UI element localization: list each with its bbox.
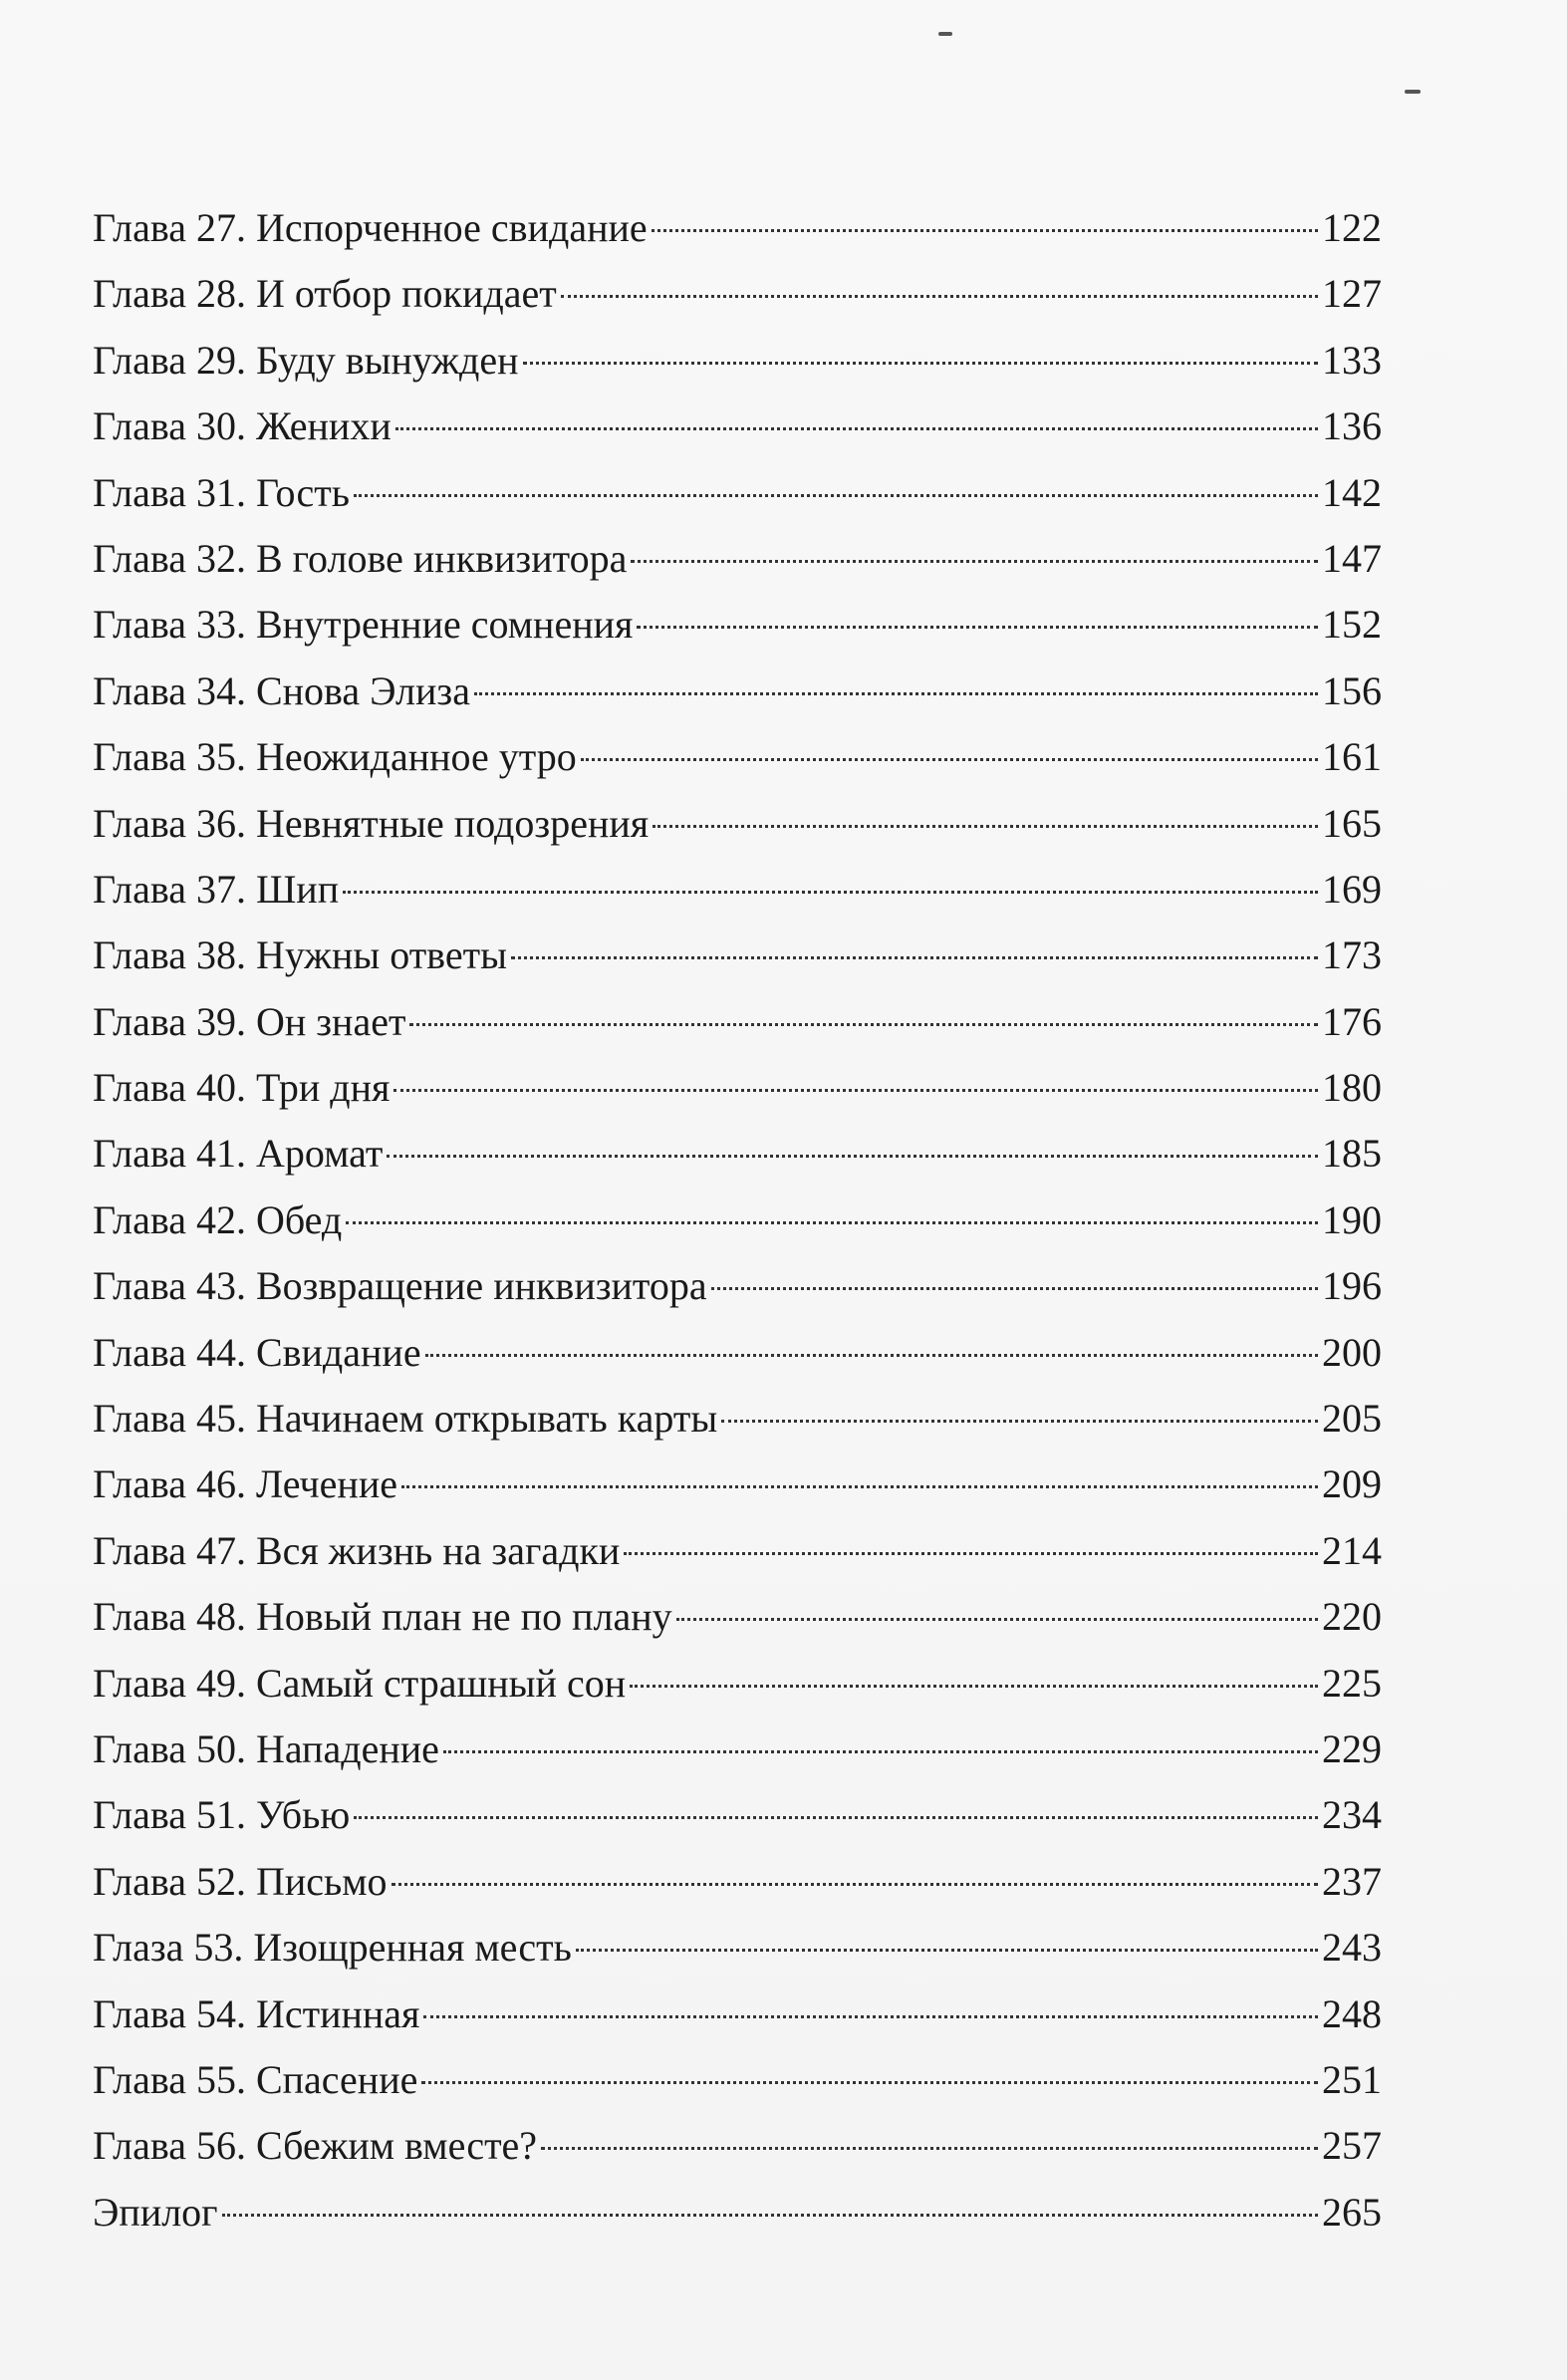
toc-entry <box>93 460 1382 526</box>
toc-entry-page-number: 161 <box>1322 734 1382 780</box>
dot-leader <box>354 1816 1318 1819</box>
ink-speck <box>938 32 952 36</box>
toc-entry <box>93 2180 1382 2246</box>
toc-entry-page-number: 169 <box>1322 866 1382 912</box>
toc-entry-page-number: 173 <box>1322 932 1382 978</box>
dot-leader <box>421 2081 1318 2084</box>
toc-entry-title: Глава 55. Спасение <box>93 2056 418 2102</box>
toc-entry <box>93 989 1382 1055</box>
toc-entry-title: Глава 31. Гость <box>93 469 351 515</box>
toc-entry-title: Глава 43. Возвращение инквизитора <box>93 1263 707 1309</box>
dot-leader <box>631 560 1318 563</box>
toc-entry <box>93 1518 1382 1584</box>
toc-entry-title: Глава 48. Новый план не по плану <box>93 1594 672 1640</box>
toc-entry <box>93 195 1382 261</box>
dot-leader <box>637 626 1318 629</box>
toc-entry-page-number: 248 <box>1322 1990 1382 2036</box>
toc-entry-page-number: 165 <box>1322 800 1382 846</box>
toc-entry <box>93 857 1382 923</box>
dot-leader <box>523 362 1318 365</box>
toc-entry-page-number: 152 <box>1322 602 1382 648</box>
toc-entry-title: Глава 37. Шип <box>93 866 340 912</box>
toc-entry-page-number: 209 <box>1322 1461 1382 1507</box>
toc-entry-page-number: 265 <box>1322 2189 1382 2235</box>
dot-leader <box>354 494 1318 497</box>
toc-entry-page-number: 122 <box>1322 205 1382 250</box>
toc-entry <box>93 328 1382 394</box>
toc-entry-title: Эпилог <box>93 2189 218 2235</box>
dot-leader <box>423 2015 1318 2018</box>
dot-leader <box>343 891 1318 894</box>
toc-entry-page-number: 136 <box>1322 403 1382 449</box>
toc-entry <box>93 1651 1382 1717</box>
dot-leader <box>561 295 1318 298</box>
toc-entry-title: Глава 50. Нападение <box>93 1725 439 1771</box>
toc-entry <box>93 1782 1382 1848</box>
toc-entry-page-number: 185 <box>1322 1131 1382 1177</box>
toc-entry <box>93 2113 1382 2179</box>
toc-entry-page-number: 180 <box>1322 1065 1382 1111</box>
toc-entry-page-number: 196 <box>1322 1263 1382 1309</box>
toc-entry <box>93 1982 1382 2047</box>
dot-leader <box>676 1618 1318 1621</box>
ink-speck <box>1405 90 1421 94</box>
toc-entry <box>93 2047 1382 2113</box>
toc-entry <box>93 791 1382 857</box>
toc-entry <box>93 526 1382 592</box>
toc-entry-title: Глава 46. Лечение <box>93 1461 397 1507</box>
toc-entry-title: Глава 30. Женихи <box>93 403 392 449</box>
toc-entry-title: Глава 27. Испорченное свидание <box>93 205 648 250</box>
toc-entry-page-number: 243 <box>1322 1925 1382 1971</box>
toc-entry <box>93 1121 1382 1187</box>
toc-entry-page-number: 251 <box>1322 2056 1382 2102</box>
toc-entry-page-number: 127 <box>1322 271 1382 317</box>
toc-entry-page-number: 257 <box>1322 2123 1382 2169</box>
dot-leader <box>711 1287 1318 1290</box>
toc-entry-title: Глава 54. Истинная <box>93 1990 420 2036</box>
toc-entry <box>93 592 1382 658</box>
toc-entry-title: Глава 44. Свидание <box>93 1329 421 1375</box>
toc-entry-title: Глава 40. Три дня <box>93 1065 391 1111</box>
toc-entry-title: Глава 51. Убью <box>93 1792 351 1838</box>
toc-entry <box>93 1717 1382 1782</box>
toc-entry <box>93 923 1382 988</box>
toc-entry-page-number: 176 <box>1322 998 1382 1044</box>
toc-entry <box>93 261 1382 327</box>
toc-entry-title: Глава 52. Письмо <box>93 1858 388 1904</box>
toc-entry-title: Глава 33. Внутренние сомнения <box>93 602 634 648</box>
dot-leader <box>652 229 1318 232</box>
dot-leader <box>653 825 1318 828</box>
toc-entry-page-number: 234 <box>1322 1792 1382 1838</box>
toc-entry-title: Глаза 53. Изощренная месть <box>93 1925 572 1971</box>
toc-entry <box>93 1584 1382 1650</box>
dot-leader <box>474 692 1318 695</box>
dot-leader <box>581 758 1318 761</box>
toc-entry-title: Глава 56. Сбежим вместе? <box>93 2123 538 2169</box>
dot-leader <box>443 1750 1318 1753</box>
toc-entry-page-number: 214 <box>1322 1527 1382 1573</box>
toc-entry-title: Глава 34. Снова Элиза <box>93 667 470 713</box>
toc-entry <box>93 1452 1382 1517</box>
toc-entry-title: Глава 49. Самый страшный сон <box>93 1660 627 1706</box>
toc-entry-page-number: 147 <box>1322 535 1382 581</box>
toc-entry-page-number: 156 <box>1322 667 1382 713</box>
toc-entry-page-number: 142 <box>1322 469 1382 515</box>
dot-leader <box>392 1883 1318 1886</box>
toc-entry-title: Глава 45. Начинаем открывать карты <box>93 1396 718 1442</box>
toc-entry-page-number: 229 <box>1322 1725 1382 1771</box>
toc-entry <box>93 659 1382 724</box>
toc-entry <box>93 1055 1382 1121</box>
toc-entry-title: Глава 36. Невнятные подозрения <box>93 800 650 846</box>
toc-entry-page-number: 190 <box>1322 1196 1382 1242</box>
dot-leader <box>409 1023 1318 1026</box>
toc-entry <box>93 1849 1382 1915</box>
dot-leader <box>511 956 1318 959</box>
toc-entry-title: Глава 28. И отбор покидает <box>93 271 557 317</box>
toc-entry <box>93 724 1382 790</box>
dot-leader <box>395 427 1318 430</box>
toc-entry <box>93 1915 1382 1981</box>
toc-entry-title: Глава 47. Вся жизнь на загадки <box>93 1527 621 1573</box>
toc-entry-title: Глава 35. Неожиданное утро <box>93 734 577 780</box>
dot-leader <box>576 1949 1318 1952</box>
dot-leader <box>387 1155 1318 1158</box>
dot-leader <box>393 1089 1318 1092</box>
toc-entry-page-number: 205 <box>1322 1396 1382 1442</box>
dot-leader <box>721 1420 1318 1423</box>
table-of-contents <box>93 195 1382 2248</box>
toc-entry <box>93 1320 1382 1386</box>
toc-entry <box>93 1386 1382 1452</box>
toc-entry-page-number: 220 <box>1322 1594 1382 1640</box>
toc-entry-page-number: 133 <box>1322 337 1382 383</box>
toc-entry-title: Глава 39. Он знает <box>93 998 406 1044</box>
toc-entry-page-number: 237 <box>1322 1858 1382 1904</box>
toc-entry-page-number: 200 <box>1322 1329 1382 1375</box>
dot-leader <box>425 1354 1318 1357</box>
dot-leader <box>624 1552 1318 1555</box>
toc-entry <box>93 1188 1382 1253</box>
toc-entry-page-number: 225 <box>1322 1660 1382 1706</box>
toc-entry-title: Глава 32. В голове инквизитора <box>93 535 628 581</box>
toc-entry-title: Глава 29. Буду вынужден <box>93 337 519 383</box>
toc-entry <box>93 394 1382 459</box>
toc-entry-title: Глава 38. Нужны ответы <box>93 932 507 978</box>
dot-leader <box>401 1485 1318 1488</box>
dot-leader <box>541 2147 1318 2150</box>
dot-leader <box>222 2214 1318 2217</box>
toc-entry-title: Глава 41. Аромат <box>93 1131 384 1177</box>
dot-leader <box>630 1685 1318 1688</box>
toc-entry-title: Глава 42. Обед <box>93 1196 343 1242</box>
toc-entry <box>93 1253 1382 1319</box>
dot-leader <box>346 1221 1318 1224</box>
